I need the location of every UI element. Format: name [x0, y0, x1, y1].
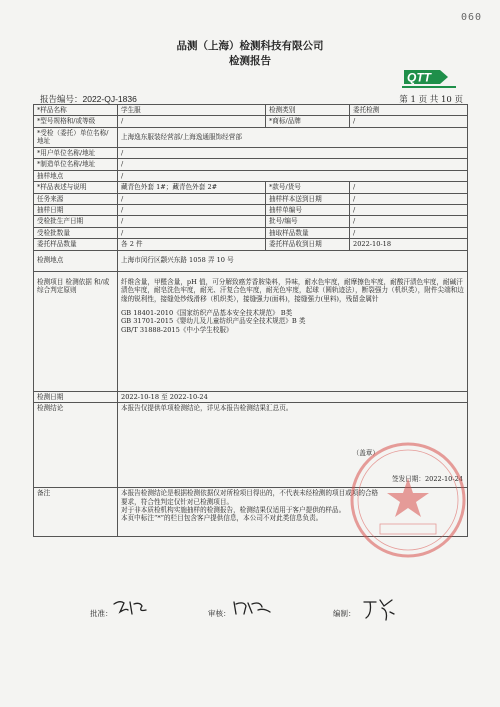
row-sampling-date	[34, 204, 468, 215]
value: /	[350, 204, 468, 215]
row-user	[34, 147, 468, 158]
company-name: 品测（上海）检测科技有限公司	[176, 40, 324, 52]
label: 抽样样本送到日期	[266, 193, 350, 204]
value: /	[350, 216, 468, 227]
value: /	[350, 116, 468, 127]
row-test-place	[34, 250, 468, 271]
value: /	[350, 227, 468, 238]
report-number: 报告编号：2022-QJ-1836	[40, 94, 137, 104]
conclusion-text: 本报告仅提供单项检测结论，详见本报告检测结果汇总页。	[121, 404, 293, 413]
row-model	[34, 116, 468, 127]
label: *商标/品牌	[266, 116, 350, 127]
row-sampling-place	[34, 170, 468, 181]
row-test-date	[34, 391, 468, 402]
label: 委托样品收到日期	[266, 239, 350, 250]
value: /	[118, 147, 468, 158]
value: /	[118, 159, 468, 170]
value	[118, 271, 468, 391]
value: 2022-10-18	[350, 239, 468, 250]
label: *用户单位名称/地址	[34, 147, 118, 158]
value: /	[118, 204, 266, 215]
approver-signature	[112, 598, 148, 618]
value: /	[350, 193, 468, 204]
value: 委托检测	[350, 105, 468, 116]
label: 备注	[34, 488, 118, 537]
reviewer-signature	[232, 598, 272, 618]
label: 检测结论	[34, 403, 118, 488]
row-maker	[34, 159, 468, 170]
label: 检测项目 检测依据 和/或综合判定原则	[34, 271, 118, 391]
value: /	[118, 170, 468, 181]
value: /	[118, 227, 266, 238]
label: 委托样品数量	[34, 239, 118, 250]
value: /	[350, 182, 468, 193]
label: 抽样地点	[34, 170, 118, 181]
row-task-source	[34, 193, 468, 204]
label: 受检批生产日期	[34, 216, 118, 227]
remark-line: 要求，符合性判定仅针对已检测项目。	[121, 497, 234, 506]
label: 检测日期	[34, 391, 118, 402]
label: 任务来源	[34, 193, 118, 204]
label: *型号规格和/或等级	[34, 116, 118, 127]
label: *受检（委托）单位名称/地址	[34, 127, 118, 147]
label: *样品表述与说明	[34, 182, 118, 193]
remark-line: 本页中标注“*”的栏目包含客户提供信息，本公司不对此类信息负责。	[121, 514, 323, 523]
row-batch-qty	[34, 227, 468, 238]
label: *制造单位名称/地址	[34, 159, 118, 170]
approve-label: 批准：	[90, 609, 113, 618]
value: 上海逸东服装经营部/上海逸通服饰经营部	[118, 127, 468, 147]
preparer-signature	[362, 598, 396, 622]
row-sample-qty	[34, 239, 468, 250]
value: 2022-10-18 至 2022-10-24	[118, 391, 468, 402]
value: /	[118, 193, 266, 204]
value: 各 2 件	[118, 239, 266, 250]
row-batch-date	[34, 216, 468, 227]
remark-line: 对于非本质检机构实施抽样的检测报告，检测结果仅适用于客户提供的样品。	[121, 506, 346, 514]
test-items-text: 纤维含量，甲醛含量，pH 值，可分解致癌芳香胺染料，异味，耐水色牢度，耐摩擦色牢度，耐酸汗渍色牢度，耐碱汗渍色牢度，耐皂洗色牢度，耐光、汗复合色牢度，耐光色牢度，起球（圆轨迹法），断裂强力（机织类），附件尖端和边缘的锐利性，接缝处纱线滑移（机织类），接缝强力(面料)，接缝强力(里料)，残留金属针	[121, 277, 464, 303]
value: /	[118, 116, 266, 127]
prepare-label: 编制：	[333, 609, 356, 618]
value: 藏青色外套 1#；藏青色外套 2#	[118, 182, 266, 193]
company-seal	[348, 440, 468, 560]
row-test-items	[34, 271, 468, 391]
row-sample-name	[34, 105, 468, 116]
standard-1: GB 18401-2010《国家纺织产品基本安全技术规范》 B类	[121, 309, 293, 317]
label: 检测地点	[34, 250, 118, 271]
review-label: 审核：	[208, 609, 231, 618]
issue-date: 签发日期：2022-10-24	[392, 475, 463, 484]
label: 抽样日期	[34, 204, 118, 215]
label: 受检批数量	[34, 227, 118, 238]
logo-text: QTT	[407, 70, 431, 85]
label: *样品名称	[34, 105, 118, 116]
page-mark: 060	[460, 12, 482, 23]
label: 抽样单编号	[266, 204, 350, 215]
value: 上海市闵行区颛兴东路 1058 弄 10 号	[118, 250, 468, 271]
row-sample-desc	[34, 182, 468, 193]
standard-3: GB/T 31888-2015《中小学生校服》	[121, 325, 233, 334]
label: 检测类别	[266, 105, 350, 116]
remark-line: 本报告检测结论是根据检测依据仅对所检项目得出的，不代表未经检测的项目或项的合格	[121, 489, 379, 498]
page-count: 第 1 页 共 10 页	[399, 95, 463, 105]
document-title: 检测报告	[229, 55, 271, 67]
label: *款号/货号	[266, 182, 350, 193]
stamp-label: （盖章）	[352, 449, 379, 458]
value: 学生服	[118, 105, 266, 116]
company-logo	[400, 64, 458, 90]
standard-2: GB 31701-2015《婴幼儿及儿童纺织产品安全技术规范》B 类	[121, 317, 306, 326]
label: 批号/编号	[266, 216, 350, 227]
label: 抽取样品数量	[266, 227, 350, 238]
value: /	[118, 216, 266, 227]
row-client	[34, 127, 468, 147]
